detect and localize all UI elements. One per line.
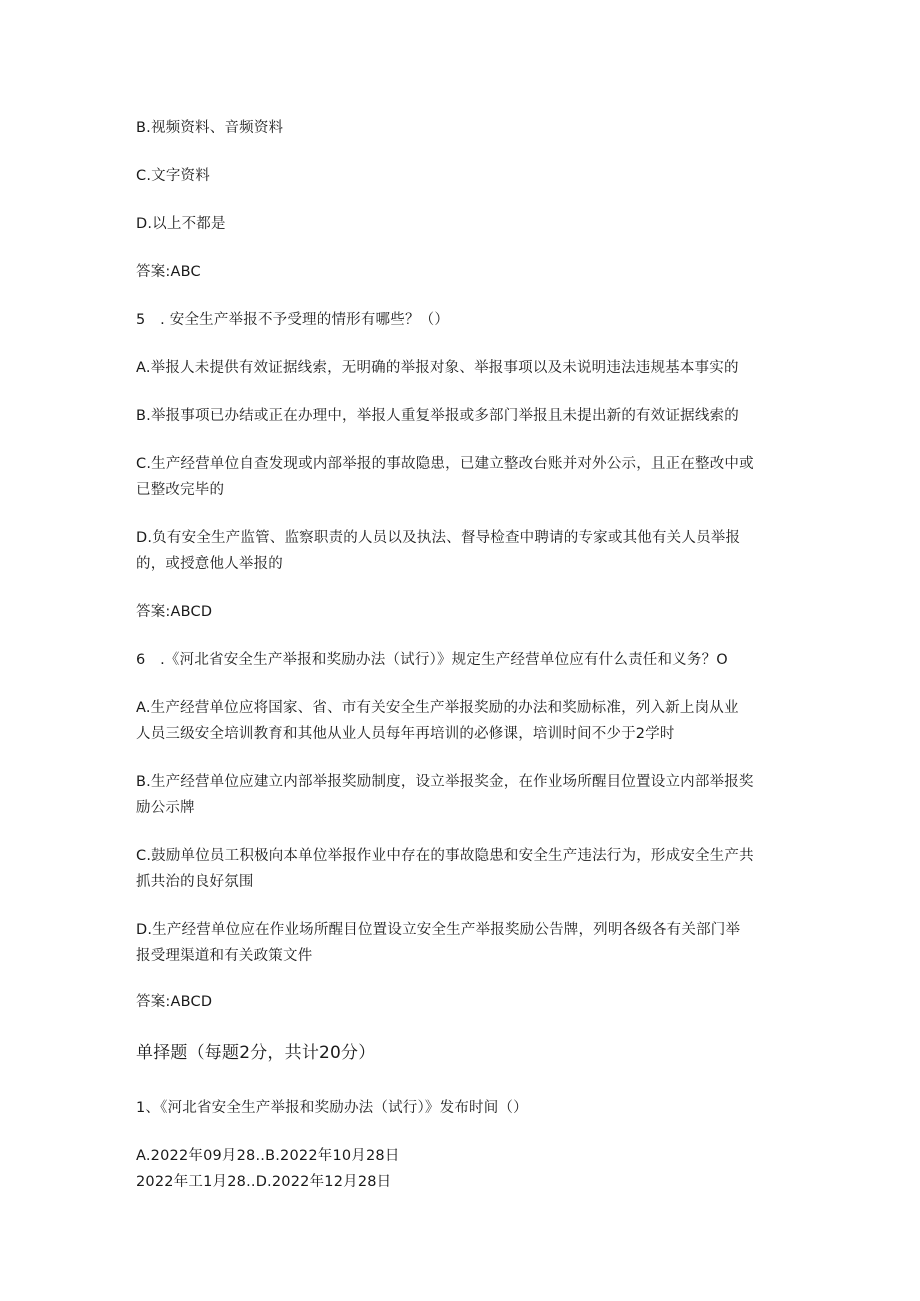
option-b-line: B.视频资料、音频资料 [136,120,284,136]
q5-option-a-line: A.举报人未提供有效证据线索，无明确的举报对象、举报事项以及未说明违法违规基本事实的 [136,360,739,376]
q6-option-b-line-2: 励公示牌 [136,800,195,816]
q6-option-c-line-2: 抓共治的良好氛围 [136,874,254,890]
option-d-line: D.以上不都是 [136,216,226,232]
q5-answer-line: 答案:ABCD [136,604,213,620]
question-6-line: 6 .《河北省安全生产举报和奖励办法（试行）》规定生产经营单位应有什么责任和义务？O [136,652,728,668]
answer-line: 答案:ABC [136,264,201,280]
q5-option-c-line-1: C.生产经营单位自查发现或内部举报的事故隐患，已建立整改台账并对外公示，且正在整改中或 [136,456,754,472]
q5-option-c-line-2: 已整改完毕的 [136,482,225,498]
single-q1-options-line-2: 2022年工1月28..D.2022年12月28日 [136,1174,392,1190]
q6-option-d-line-2: 报受理渠道和有关政策文件 [136,948,313,964]
q5-option-d-line-2: 的，或授意他人举报的 [136,556,283,572]
option-c-line: C.文字资料 [136,168,210,184]
q6-option-c-line-1: C.鼓励单位员工积极向本单位举报作业中存在的事故隐患和安全生产违法行为，形成安全生产共 [136,848,754,864]
single-q1-options-line-1: A.2022年09月28..B.2022年10月28日 [136,1148,400,1164]
q5-option-d-line-1: D.负有安全生产监管、监察职责的人员以及执法、督导检查中聘请的专家或其他有关人员举报 [136,530,741,546]
q6-option-a-line-1: A.生产经营单位应将国家、省、市有关安全生产举报奖励的办法和奖励标准，列入新上岗从业 [136,700,739,716]
single-question-1-line: 1、《河北省安全生产举报和奖励办法（试行）》发布时间（） [136,1100,528,1116]
q6-option-b-line-1: B.生产经营单位应建立内部举报奖励制度，设立举报奖金，在作业场所醒目位置设立内部举报奖 [136,774,754,790]
question-5-line: 5 . 安全生产举报不予受理的情形有哪些？（） [136,312,450,328]
section-heading: 单择题（每题2分，共计20分） [136,1043,376,1063]
q6-answer-line: 答案:ABCD [136,994,213,1010]
q6-option-a-line-2: 人员三级安全培训教育和其他从业人员每年再培训的必修课，培训时间不少于2学时 [136,726,675,742]
q5-option-b-line: B.举报事项已办结或正在办理中，举报人重复举报或多部门举报且未提出新的有效证据线索的 [136,408,739,424]
q6-option-d-line-1: D.生产经营单位应在作业场所醒目位置设立安全生产举报奖励公告牌，列明各级各有关部门举 [136,922,741,938]
